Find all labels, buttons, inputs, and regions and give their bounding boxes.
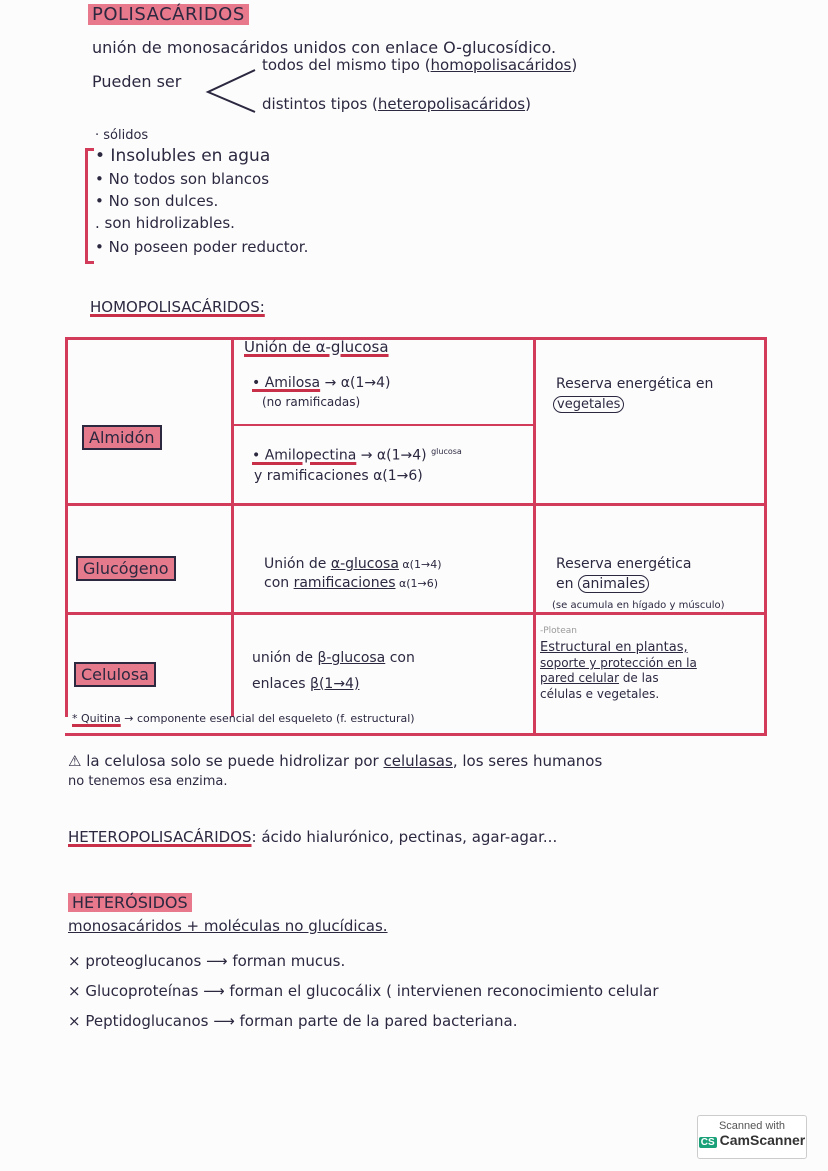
property-item: • No todos son blancos: [95, 170, 270, 188]
table-row-divider: [65, 612, 765, 615]
celulosa-warning-2: no tenemos esa enzima.: [68, 774, 228, 789]
glucogeno-desc-1: [264, 556, 441, 572]
amilopectina-term: • Amilopectina: [252, 447, 357, 464]
quitina-term: * Quitina: [72, 712, 121, 725]
celulosa-function-1: Estructural en plantas,: [540, 640, 688, 655]
glucogeno-desc-2: [264, 575, 438, 591]
property-item: · sólidos: [95, 128, 149, 143]
text: α(1→6): [395, 577, 439, 590]
term: β(1→4): [310, 676, 360, 692]
text: en: [556, 576, 574, 592]
heteropolisacaridos-list: : ácido hialurónico, pectinas, agar-agar...: [251, 828, 558, 846]
text: con: [264, 575, 294, 591]
text: enlaces: [252, 676, 311, 692]
option2-text: distintos tipos (: [262, 95, 378, 113]
celulosa-faint-text: -Plotean: [540, 626, 577, 636]
table-col-divider: [533, 337, 536, 735]
property-item: • No poseen poder reductor.: [95, 238, 309, 256]
text: ⚠ la celulosa solo se puede hidrolizar por: [68, 752, 384, 770]
branch-bracket-icon: [200, 66, 260, 116]
camscanner-logo-icon: CS: [700, 1137, 715, 1148]
almidon-header: Unión de α-glucosa: [244, 338, 389, 356]
heteropolisacaridos-heading: HETEROPOLISACÁRIDOS: [68, 828, 252, 846]
property-item: . son hidrolizables.: [95, 214, 235, 232]
glucogeno-label: Glucógeno: [76, 556, 176, 581]
property-item: • Insolubles en agua: [95, 146, 271, 166]
option1-close: ): [571, 56, 578, 74]
celulosa-desc-2: [252, 676, 359, 692]
watermark-line1: Scanned with: [718, 1120, 786, 1132]
amilosa-link: → α(1→4): [324, 375, 391, 391]
term: ramificaciones: [293, 575, 396, 591]
amilosa-note: (no ramificadas): [262, 395, 361, 409]
option1-text: todos del mismo tipo (: [262, 56, 431, 74]
amilopectina-note: y ramificaciones α(1→6): [254, 468, 423, 484]
property-item: • No son dulces.: [95, 192, 219, 210]
text: unión de: [252, 650, 318, 666]
almidon-function: Reserva energética en: [556, 376, 714, 392]
table-cell-divider: [232, 424, 534, 426]
celulosa-function-2: soporte y protección en la: [540, 656, 697, 670]
term: α-glucosa: [330, 556, 399, 572]
page-title: POLISACÁRIDOS: [88, 4, 249, 25]
glucogeno-note: (se acumula en hígado y músculo): [552, 600, 725, 611]
amilopectina-link: → α(1→4): [360, 447, 427, 464]
watermark-brand: CamScanner: [719, 1132, 806, 1148]
table-border-top: [65, 337, 767, 340]
text: α(1→4): [398, 558, 442, 571]
heterosido-item: × Peptidoglucanos ⟶ forman parte de la pared bacteriana.: [68, 1012, 518, 1030]
term: β-glucosa: [317, 650, 386, 666]
heterosido-item: × Glucoproteínas ⟶ forman el glucocálix ( intervienen reconocimiento celular: [68, 982, 659, 1000]
text: Unión de: [264, 556, 331, 572]
option2-term: heteropolisacáridos: [377, 95, 526, 113]
homopolisacaridos-heading: HOMOPOLISACÁRIDOS:: [90, 298, 265, 316]
celulosa-function-4: células e vegetales.: [540, 687, 660, 701]
text: con: [385, 650, 415, 666]
amilosa-line: [252, 375, 390, 391]
option2-close: ): [525, 95, 531, 113]
glucogeno-function-2: [556, 576, 649, 592]
term: celulasas: [383, 752, 453, 770]
intro-text: unión de monosacáridos unidos con enlace O-glucosídico.: [92, 38, 557, 57]
celulosa-function-3: [540, 671, 659, 685]
option-homopolisacaridos: [262, 56, 577, 74]
heterosido-item: × proteoglucanos ⟶ forman mucus.: [68, 952, 346, 970]
table-border-right: [764, 337, 767, 735]
option-heteropolisacaridos: [262, 95, 531, 113]
text: de las: [619, 671, 659, 685]
term: animales: [578, 575, 649, 593]
properties-bracket: [85, 148, 94, 264]
text: , los seres humanos: [452, 752, 603, 770]
amilopectina-sup: glucosa: [431, 447, 462, 456]
celulosa-label: Celulosa: [74, 662, 156, 687]
heterosidos-heading: HETERÓSIDOS: [68, 893, 192, 912]
amilosa-term: • Amilosa: [252, 375, 321, 391]
table-col-divider: [231, 337, 234, 717]
heterosidos-definition: monosacáridos + moléculas no glucídicas.: [68, 917, 388, 935]
quitina-text: → componente esencial del esqueleto (f. estructural): [124, 712, 415, 725]
celulosa-warning: [68, 752, 602, 770]
celulosa-desc-1: [252, 650, 415, 666]
pueden-ser-label: Pueden ser: [92, 72, 182, 91]
camscanner-watermark: [697, 1115, 807, 1159]
heteropolisacaridos-line: [68, 828, 557, 846]
table-border-bottom: [65, 733, 767, 736]
table-row-divider: [65, 503, 765, 506]
amilopectina-line: [252, 447, 462, 464]
almidon-function-term: vegetales: [553, 396, 624, 413]
quitina-note: [72, 712, 415, 725]
term: pared celular: [540, 671, 619, 685]
almidon-label: Almidón: [82, 425, 162, 450]
option1-term: homopolisacáridos: [430, 56, 572, 74]
glucogeno-function: Reserva energética: [556, 556, 692, 572]
table-border-left: [65, 337, 68, 717]
